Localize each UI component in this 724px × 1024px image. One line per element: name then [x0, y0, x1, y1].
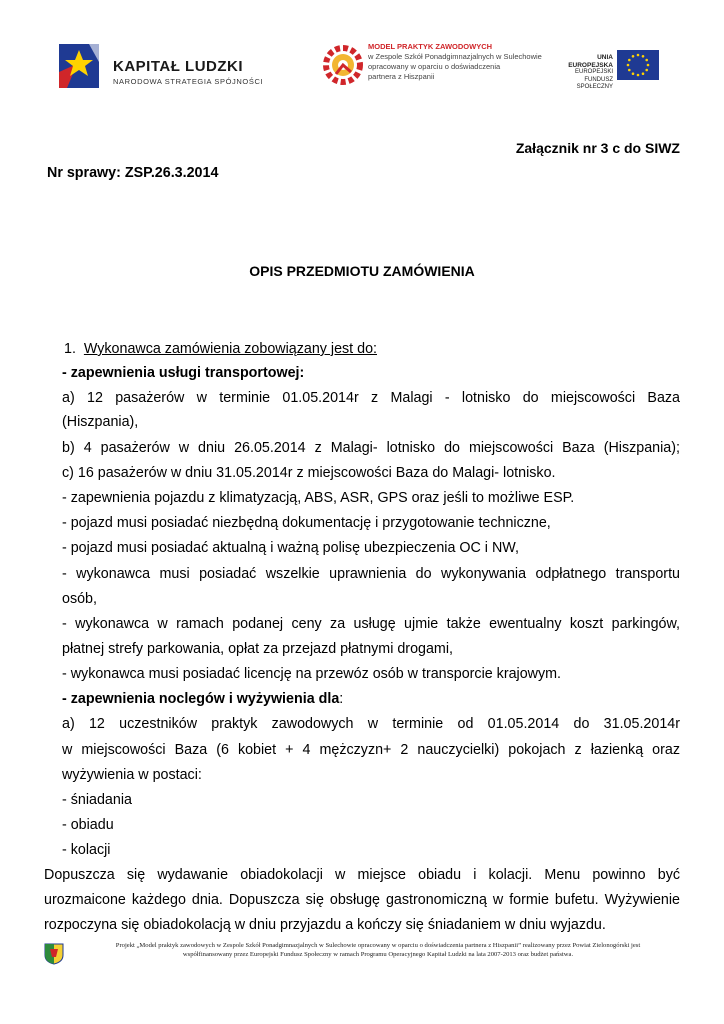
lodging-heading-colon: :: [339, 691, 344, 707]
requirement-vehicle-features: - zapewnienia pojazdu z klimatyzacją, ABS, ASR, GPS oraz jeśli to możliwe ESP.: [62, 490, 575, 506]
paragraph-line-3: rozpoczyna się obiadokolacją w dniu przyjazdu a kończy się śniadaniem w dniu wyjazdu.: [44, 917, 606, 933]
eu-line1: UNIA EUROPEJSKA: [568, 54, 613, 69]
lodging-item-a: a) 12 uczestników praktyk zawodowych w terminie od 01.05.2014 do 31.05.2014r: [62, 716, 680, 732]
document-header: [0, 30, 724, 110]
kapital-ludzki-star-icon: [55, 42, 103, 92]
transport-item-a-cont: (Hiszpania),: [62, 414, 139, 430]
requirement-licenses: - wykonawca musi posiadać wszelkie uprawnienia do wykonywania odpłatnego transportu: [62, 566, 680, 582]
transport-heading: - zapewnienia usługi transportowej:: [62, 365, 305, 381]
requirement-domestic-license: - wykonawca musi posiadać licencję na przewóz osób w transporcie krajowym.: [62, 666, 562, 682]
transport-item-b: b) 4 pasażerów w dniu 26.05.2014 z Malagi- lotnisko do miejscowości Baza (Hiszpania);: [62, 440, 680, 456]
document-title: OPIS PRZEDMIOTU ZAMÓWIENIA: [249, 263, 475, 279]
meal-dinner: - kolacji: [62, 842, 111, 858]
lodging-heading: [62, 691, 680, 707]
model-praktyk-line4: partnera z Hiszpanii: [368, 72, 435, 81]
meal-lunch: - obiadu: [62, 817, 114, 833]
paragraph-line-1: Dopuszcza się wydawanie obiadokolacji w miejsce obiadu i kolacji. Menu powinno być: [44, 867, 680, 883]
eu-text: [555, 54, 613, 92]
requirement-parking: - wykonawca w ramach podanej ceny za usługę ujmie także ewentualny koszt parkingów,: [62, 616, 680, 632]
eu-flag-icon: [617, 50, 659, 80]
footer-text: [68, 941, 688, 959]
footer-line-1: Projekt „Model praktyk zawodowych w Zespole Szkół Ponadgimnazjalnych w Sulechowie opracowany w oparciu o doświadczenia partnera z Hiszpanii” realizowany przez Powiat Zielonogórski jest: [115, 942, 641, 949]
eu-line2: EUROPEJSKI: [574, 69, 613, 75]
section-1-heading: [64, 341, 680, 357]
kapital-ludzki-logo: [55, 42, 285, 102]
eu-logo: [555, 50, 665, 100]
gear-icon: [322, 44, 364, 86]
transport-item-c: c) 16 pasażerów w dniu 31.05.2014r z miejscowości Baza do Malagi- lotnisko.: [62, 465, 556, 481]
section-heading-text: Wykonawca zamówienia zobowiązany jest do:: [83, 341, 377, 357]
requirement-documentation: - pojazd musi posiadać niezbędną dokumentację i przygotowanie techniczne,: [62, 515, 551, 531]
model-praktyk-text: [368, 42, 542, 82]
eu-line3: FUNDUSZ SPOŁECZNY: [576, 76, 613, 90]
attachment-label: Załącznik nr 3 c do SIWZ: [515, 140, 680, 156]
requirement-insurance: - pojazd musi posiadać aktualną i ważną polisę ubezpieczenia OC i NW,: [62, 540, 519, 556]
meal-breakfast: - śniadania: [62, 792, 132, 808]
transport-item-a: a) 12 pasażerów w terminie 01.05.2014r z Malagi - lotnisko do miejscowości Baza: [62, 390, 680, 406]
kapital-ludzki-title: KAPITAŁ LUDZKI: [113, 58, 244, 75]
footer-line-2: współfinansowany przez Europejski Fundusz Społeczny w ramach Programu Operacyjnego Kapitał Ludzki na lata 2007-2013 oraz budżet państwa.: [182, 951, 574, 958]
requirement-licenses-cont: osób,: [62, 591, 97, 607]
requirement-parking-cont: płatnej strefy parkowania, opłat za przejazd płatnymi drogami,: [62, 641, 453, 657]
document-footer: [44, 941, 684, 971]
model-praktyk-line3: opracowany w oparciu o doświadczenia: [368, 62, 501, 71]
lodging-item-a-cont1: w miejscowości Baza (6 kobiet + 4 mężczyzn+ 2 nauczycielki) pokojach z łazienką oraz: [62, 742, 680, 758]
paragraph-line-2: urozmaicone każdego dnia. Dopuszcza się obsługę gastronomiczną w formie bufetu. Wyżywienie: [44, 892, 680, 908]
kapital-ludzki-subtitle: NARODOWA STRATEGIA SPÓJNOŚCI: [113, 77, 264, 86]
lodging-item-a-cont2: wyżywienia w postaci:: [62, 767, 202, 783]
model-praktyk-line2: w Zespole Szkół Ponadgimnazjalnych w Sulechowie: [368, 52, 542, 61]
model-praktyk-logo: [322, 38, 542, 108]
section-number: 1.: [64, 341, 76, 357]
lodging-heading-text: - zapewnienia noclegów i wyżywienia dla: [62, 691, 340, 707]
coat-of-arms-icon: [44, 943, 64, 965]
case-number: Nr sprawy: ZSP.26.3.2014: [47, 165, 219, 181]
model-praktyk-line1: MODEL PRAKTYK ZAWODOWYCH: [368, 42, 493, 51]
